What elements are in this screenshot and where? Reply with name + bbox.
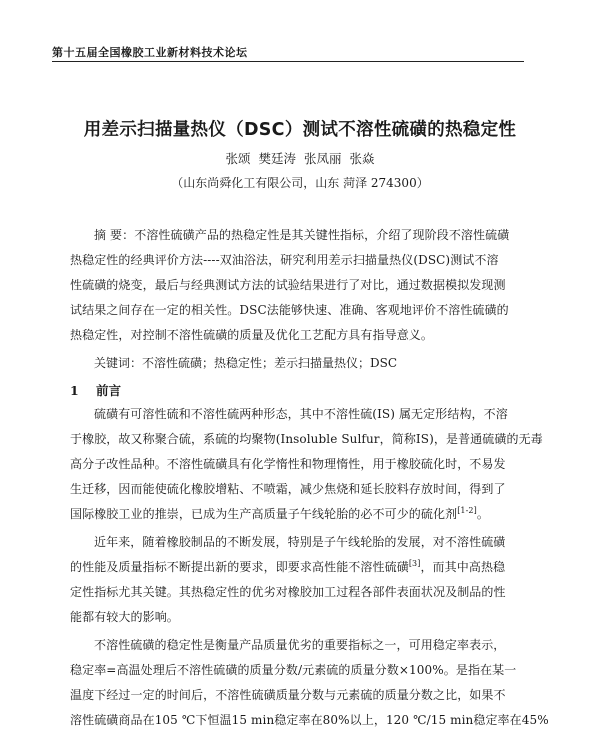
body-line: 硫磺有可溶性硫和不溶性硫两种形态，其中不溶性硫(IS) 属无定形结构，不溶 (94, 407, 508, 421)
author-list: 张颂 樊廷涛 张凤丽 张焱 (225, 151, 375, 166)
body-text: ，而其中高热稳 (420, 560, 506, 574)
abstract-line: 热稳定性，对控制不溶性硫磺的质量及优化工艺配方具有指导意义。 (70, 328, 434, 342)
section-title: 前言 (96, 383, 122, 398)
body-line: 溶性硫磺商品在105 ℃下恒温15 min稳定率在80%以上，120 ℃/15 min稳定率在45% (70, 713, 549, 727)
affiliation: （山东尚舜化工有限公司，山东 菏泽 274300） (171, 176, 429, 190)
period: 。 (476, 507, 489, 521)
running-head: 第十五届全国橡胶工业新材料技术论坛 (52, 46, 248, 59)
body-line: 生迁移，因而能使硫化橡胶增粘、不喷霜，减少焦烧和延长胶料存放时间，得到了 (70, 482, 506, 496)
body-line: 定性指标尤其关键。其热稳定性的优劣对橡胶加工过程各部件表面状况及制品的性 (70, 585, 506, 599)
keywords: 关键词：不溶性硫磺；热稳定性；差示扫描量热仪；DSC (94, 356, 398, 370)
abstract-line: 摘 要：不溶性硫磺产品的热稳定性是其关键性指标，介绍了现阶段不溶性硫磺 (94, 228, 510, 242)
header-rule (52, 61, 524, 62)
citation: [3] (408, 559, 421, 568)
body-line (70, 558, 505, 575)
body-line: 不溶性硫磺的稳定性是衡量产品质量优劣的重要指标之一，可用稳定率表示， (94, 638, 506, 652)
body-line: 高分子改性品种。不溶性硫磺具有化学惰性和物理惰性，用于橡胶硫化时，不易发 (70, 457, 506, 471)
body-line: 于橡胶，故又称聚合硫，系硫的均聚物(Insoluble Sulfur，简称IS)，是普通硫磺的无毒 (70, 432, 543, 446)
body-line: 能都有较大的影响。 (70, 610, 179, 624)
body-line: 近年来，随着橡胶制品的不断发展，特别是子午线轮胎的发展，对不溶性硫磺 (94, 535, 506, 549)
body-line: 稳定率=高温处理后不溶性硫磺的质量分数/元素硫的质量分数×100%。是指在某一 (70, 663, 517, 677)
body-line: 温度下经过一定的时间后，不溶性硫磺质量分数与元素硫的质量分数之比，如果不 (70, 688, 506, 702)
abstract-line: 热稳定性的经典评价方法----双油浴法，研究利用差示扫描量热仪(DSC)测试不溶 (70, 253, 499, 267)
body-text: 的性能及质量指标不断提出新的要求，即要求高性能不溶性硫磺 (70, 560, 409, 574)
citation: [1-2] (457, 506, 477, 515)
section-heading (70, 381, 121, 399)
abstract-line: 试结果之间存在一定的相关性。DSC法能够快速、准确、客观地评价不溶性硫磺的 (70, 303, 509, 317)
body-line (70, 505, 489, 522)
paper-title: 用差示扫描量热仪（DSC）测试不溶性硫磺的热稳定性 (83, 120, 517, 140)
abstract-line: 性硫磺的烧变，最后与经典测试方法的试验结果进行了对比，通过数据模拟发现测 (70, 278, 506, 292)
section-number: 1 (70, 383, 79, 398)
body-text: 国际橡胶工业的推崇，已成为生产高质量子午线轮胎的必不可少的硫化剂 (70, 507, 458, 521)
